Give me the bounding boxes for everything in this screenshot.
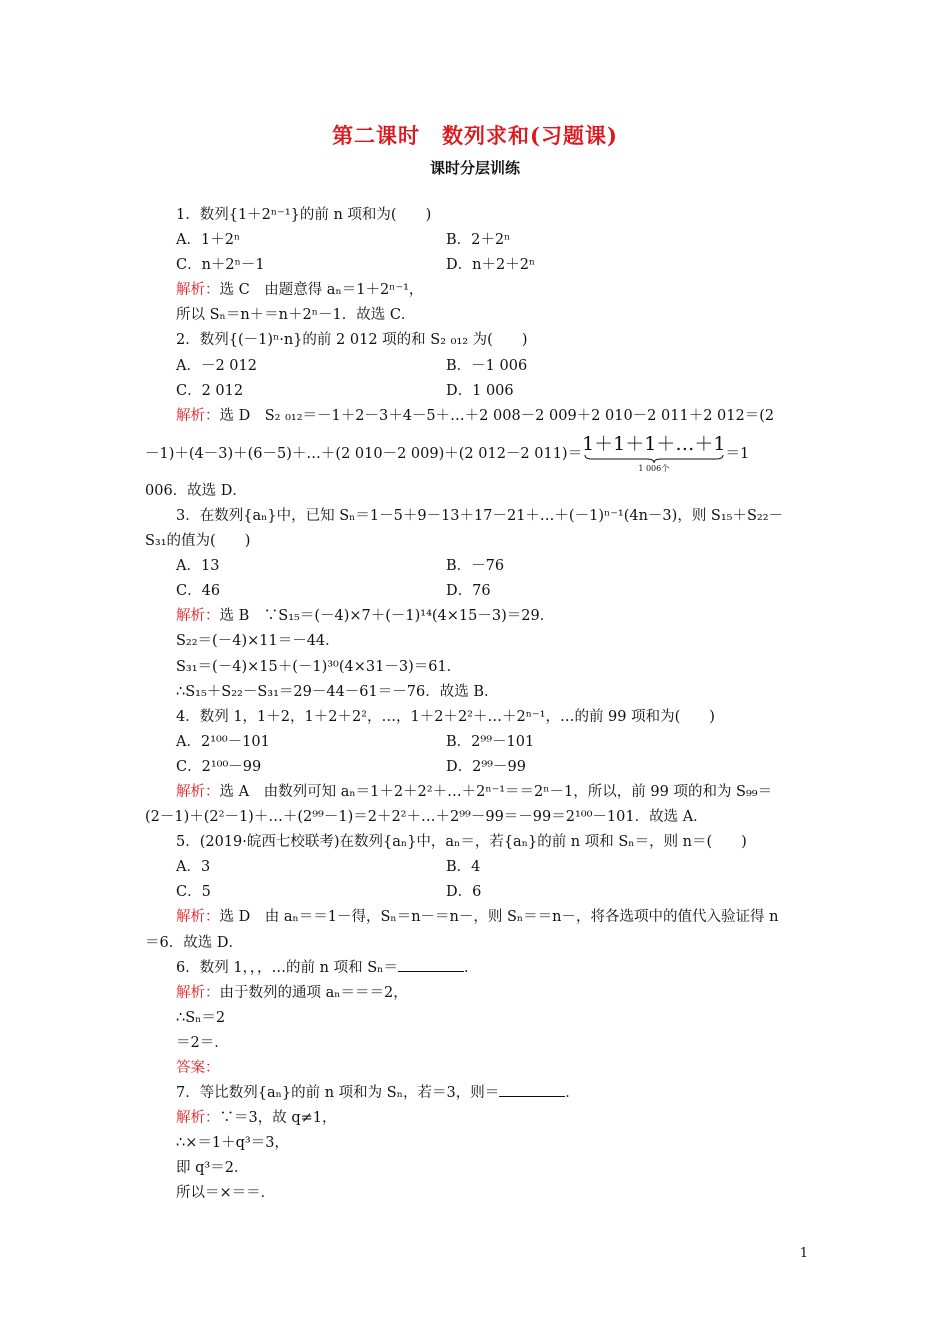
option-c: C．n＋2ⁿ－1 [176,257,265,274]
question-3-line-2: S₃₁的值为( ) [145,533,251,550]
question-text: 7．等比数列{aₙ}的前 n 项和为 Sₙ，若＝3，则＝ [176,1085,500,1102]
question-5-options-ab [145,855,810,880]
answer-6 [145,1056,810,1081]
solution-text: －1)＋(4－3)＋(6－5)＋…＋(2 010－2 009)＋(2 012－2 011)＝ [145,445,583,462]
solution-7-line-4: 所以＝×＝＝． [176,1185,276,1202]
solution-4-line-2: (2－1)＋(2²－1)＋…＋(2⁹⁹－1)＝2＋2²＋…＋2⁹⁹－99＝－99＝2¹⁰⁰－101．故选 A． [145,809,708,826]
option-a: A．13 [176,558,220,575]
solution-7-line-2: ∴×＝1＋q³＝3， [176,1135,289,1152]
answer-label: 答案： [176,1060,220,1076]
solution-label: 解析： [176,984,220,1001]
option-a: A．3 [176,859,211,876]
solution-text: ∵＝3，故 q≠1， [219,1110,337,1127]
solution-2-line-3: 006．故选 D． [145,482,247,499]
option-c: C．46 [176,583,221,600]
answer-blank [499,1082,565,1097]
option-d: D．6 [446,884,482,901]
question-3: 3．在数列{aₙ}中，已知 Sₙ＝1－5＋9－13＋17－21＋…＋(－1)ⁿ⁻¹(4n－3)，则 S₁₅＋S₂₂－ [176,507,784,524]
question-1-options-cd [145,253,810,278]
solution-text: 选 A 由数列可知 aₙ＝1＋2＋2²＋…＋2ⁿ⁻¹＝＝2ⁿ－1，所以，前 99 项的和为 S₉₉＝ [219,783,773,800]
question-text: 6．数列 1，，，…的前 n 项和 Sₙ＝ [176,959,398,976]
question-4-options-cd [145,755,810,780]
question-end: ． [463,959,479,976]
solution-3-line-2: S₂₂＝(－4)×11＝－44． [176,633,340,650]
solution-4 [145,780,810,805]
solution-text: 由于数列的通项 aₙ＝＝＝2， [219,984,408,1001]
underbrace-expression [582,433,725,474]
option-b: B．－76 [446,558,505,575]
solution-5-line-2: ＝6．故选 D． [145,934,243,951]
solution-3-line-3: S₃₁＝(－4)×15＋(－1)³⁰(4×31－3)＝61． [176,658,462,675]
brace-terms: 1＋1＋1＋…＋1 [582,433,726,456]
solution-label: 解析： [176,783,220,800]
solution-text-end: ＝1 [725,445,750,462]
option-c: C．5 [176,884,211,901]
solution-text: 选 B ∵S₁₅＝(－4)×7＋(－1)¹⁴(4×15－3)＝29． [219,608,555,625]
solution-3-line-4: ∴S₁₅＋S₂₂－S₃₁＝29－44－61＝－76．故选 B． [176,683,499,700]
option-c: C．2¹⁰⁰－99 [176,758,262,775]
solution-text: 选 D 由 aₙ＝＝1－得，Sₙ＝n－＝n－，则 Sₙ＝＝n－，将各选项中的值代入验证得 n [219,909,779,926]
solution-label: 解析： [176,909,220,926]
option-b: B．4 [446,859,481,876]
exercise-content [145,203,810,1207]
question-7 [145,1081,810,1106]
question-3-options-cd [145,579,810,604]
question-4-options-ab [145,730,810,755]
question-end: ． [565,1085,580,1102]
option-c: C．2 012 [176,382,244,399]
question-1: 1．数列{1＋2ⁿ⁻¹}的前 n 项和为( ) [176,207,432,223]
option-d: D．76 [446,583,491,600]
question-2-options-ab [145,354,810,379]
option-b: B．2⁹⁹－101 [446,733,535,750]
option-a: A．－2 012 [176,357,257,374]
solution-1-line-2: 所以 Sₙ＝n＋＝n＋2ⁿ－1．故选 C． [176,307,416,324]
option-d: D．n＋2＋2ⁿ [446,257,536,274]
question-6 [145,956,810,981]
solution-label: 解析： [176,407,220,424]
brace-count-note: 1 006个 [638,464,670,474]
solution-6-line-3: ＝2＝． [176,1034,229,1051]
question-3-options-ab [145,554,810,579]
question-4: 4．数列 1，1＋2，1＋2＋2²，…，1＋2＋2²＋…＋2ⁿ⁻¹，…的前 99 项和为( ) [176,708,715,725]
solution-7-line-3: 即 q³＝2． [176,1160,249,1177]
solution-label: 解析： [176,1110,220,1127]
option-d: D．1 006 [446,382,514,399]
option-a: A．2¹⁰⁰－101 [176,733,270,750]
option-d: D．2⁹⁹－99 [446,758,526,775]
solution-text: 选 C 由题意得 aₙ＝1＋2ⁿ⁻¹， [219,282,424,299]
answer-blank [398,957,464,972]
question-1-options-ab [145,228,810,253]
solution-5 [145,905,810,930]
page-number: 1 [799,1246,808,1261]
question-5: 5．(2019·皖西七校联考)在数列{aₙ}中，aₙ＝，若{aₙ}的前 n 项和 Sₙ＝，则 n＝( ) [176,834,747,851]
solution-2 [145,404,810,429]
option-b: B．－1 006 [446,357,528,374]
page-title: 第二课时 数列求和(习题课) [332,123,618,148]
solution-6-line-2: ∴Sₙ＝2 [176,1009,226,1026]
solution-label: 解析： [176,282,220,299]
question-5-options-cd [145,880,810,905]
solution-2-line-2 [145,429,810,479]
solution-label: 解析： [176,608,220,625]
question-2-options-cd [145,379,810,404]
option-b: B．2＋2ⁿ [446,232,511,249]
underbrace-icon [584,455,724,464]
solution-6 [145,981,810,1006]
question-2: 2．数列{(－1)ⁿ·n}的前 2 012 项的和 S₂ ₀₁₂ 为( ) [176,332,528,349]
page-subtitle: 课时分层训练 [429,159,520,177]
solution-7 [145,1106,810,1131]
solution-text: 选 D S₂ ₀₁₂＝－1＋2－3＋4－5＋…＋2 008－2 009＋2 010－2 011＋2 012＝(2 [219,407,775,424]
option-a: A．1＋2ⁿ [176,232,241,249]
solution-1 [145,278,810,303]
solution-3 [145,604,810,629]
